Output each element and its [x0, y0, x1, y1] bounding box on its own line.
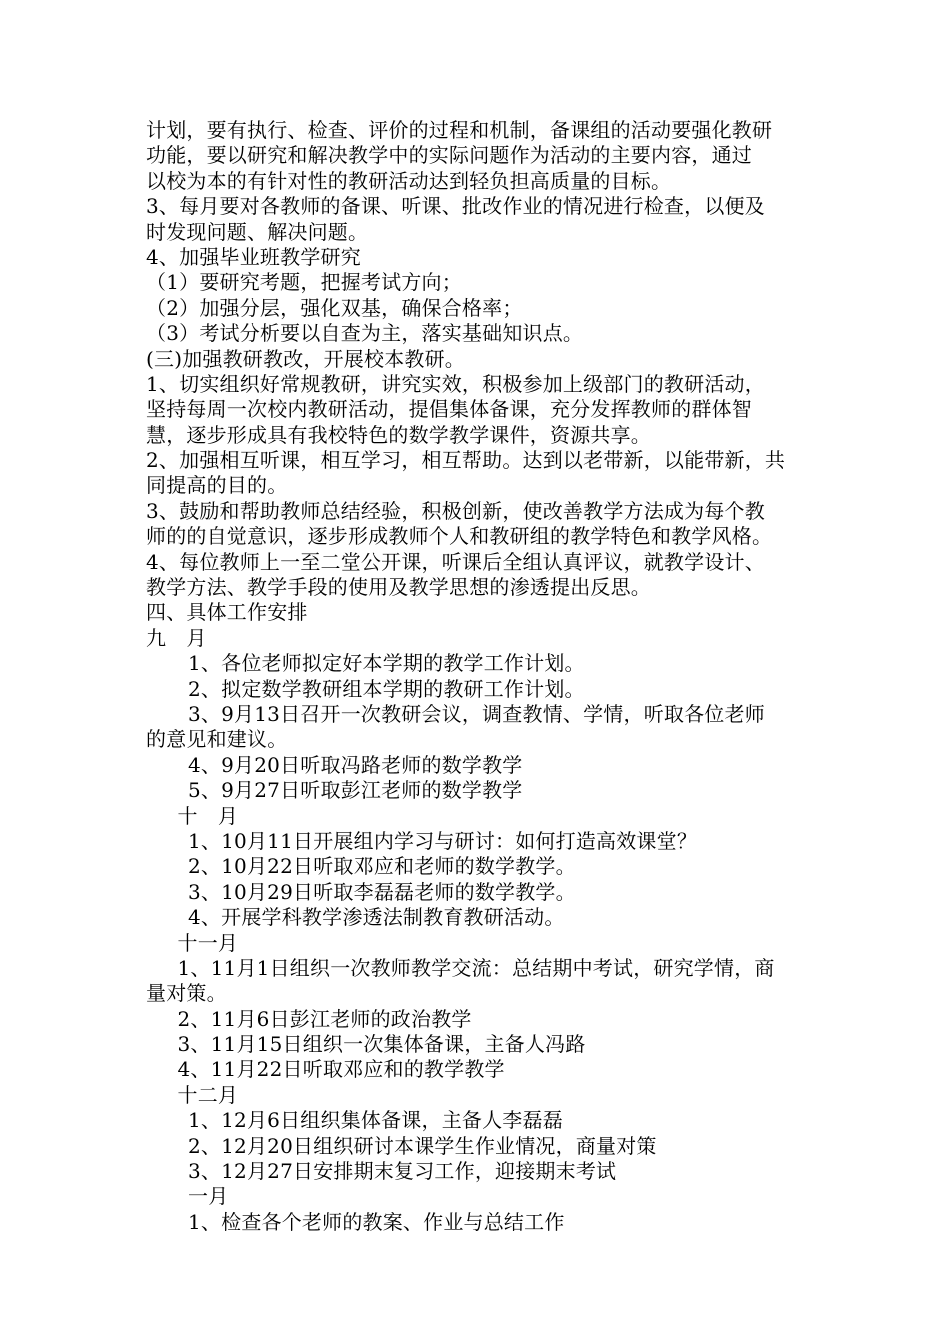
text-line: 4、加强毕业班教学研究: [146, 244, 361, 269]
text-line: 的意见和建议。: [146, 727, 288, 752]
text-line: 以校为本的有针对性的教研活动达到轻负担高质量的目标。: [146, 168, 672, 193]
text-line: 慧，逐步形成具有我校特色的数学教学课件，资源共享。: [146, 422, 651, 447]
text-line: 2、11月6日彭江老师的政治教学: [177, 1006, 472, 1031]
text-line: （3）考试分析要以自查为主，落实基础知识点。: [146, 321, 584, 346]
text-line: 计划，要有执行、检查、评价的过程和机制，备课组的活动要强化教研: [146, 118, 773, 142]
text-line: 十 月: [177, 803, 239, 828]
text-line: 2、12月20日组织研讨本课学生作业情况，商量对策: [188, 1133, 657, 1158]
document-page: [146, 118, 816, 1235]
text-line: 1、各位老师拟定好本学期的教学工作计划。: [188, 651, 585, 676]
text-line: 4、开展学科教学渗透法制教育教研活动。: [188, 905, 565, 930]
text-line: 功能，要以研究和解决教学中的实际问题作为活动的主要内容，通过: [146, 143, 752, 168]
text-line: 2、拟定数学教研组本学期的教研工作计划。: [188, 676, 585, 701]
text-line: 师的的自觉意识，逐步形成教师个人和教研组的教学特色和教学风格。: [146, 524, 773, 549]
text-line: 十一月: [177, 930, 239, 955]
text-line: 1、12月6日组织集体备课，主备人李磊磊: [188, 1108, 563, 1133]
text-line: 4、每位教师上一至二堂公开课，听课后全组认真评议，就教学设计、: [146, 549, 765, 574]
text-line: 3、11月15日组织一次集体备课，主备人冯路: [177, 1032, 586, 1057]
text-line: 2、10月22日听取邓应和老师的数学教学。: [188, 854, 576, 879]
text-line: 量对策。: [146, 981, 227, 1006]
text-line: 坚持每周一次校内教研活动，提倡集体备课，充分发挥教师的群体智: [146, 397, 752, 422]
text-line: 2、加强相互听课，相互学习，相互帮助。达到以老带新，以能带新，共: [146, 448, 786, 473]
text-line: 3、10月29日听取李磊磊老师的数学教学。: [188, 879, 576, 904]
text-line: 1、10月11日开展组内学习与研讨：如何打造高效课堂？: [188, 828, 698, 853]
text-line: 3、鼓励和帮助教师总结经验，积极创新，使改善教学方法成为每个教: [146, 498, 765, 523]
text-line: （1）要研究考题，把握考试方向；: [146, 270, 462, 295]
text-line: 4、11月22日听取邓应和的教学教学: [177, 1057, 505, 1082]
text-line: 4、9月20日听取冯路老师的数学教学: [188, 752, 523, 777]
text-line: (三)加强教研教改，开展校本教研。: [146, 346, 466, 371]
text-line: 3、每月要对各教师的备课、听课、批改作业的情况进行检查，以便及: [146, 194, 765, 219]
text-line: 一月: [188, 1184, 229, 1209]
text-line: 1、切实组织好常规教研，讲究实效，积极参加上级部门的教研活动，: [146, 371, 765, 396]
text-line: 九 月: [146, 625, 207, 650]
text-line: （2）加强分层，强化双基，确保合格率；: [146, 295, 523, 320]
text-line: 教学方法、教学手段的使用及教学思想的渗透提出反思。: [146, 575, 651, 600]
text-line: 1、检查各个老师的教案、作业与总结工作: [188, 1209, 565, 1234]
text-line: 同提高的目的。: [146, 473, 288, 498]
text-line: 时发现问题、解决问题。: [146, 219, 369, 244]
text-line: 3、9月13日召开一次教研会议，调查教情、学情，听取各位老师: [188, 701, 765, 726]
text-line: 四、具体工作安排: [146, 600, 308, 625]
text-line: 十二月: [177, 1082, 239, 1107]
text-line: 5、9月27日听取彭江老师的数学教学: [188, 778, 523, 803]
text-line: 1、11月1日组织一次教师教学交流：总结期中考试，研究学情，商: [177, 955, 775, 980]
text-line: 3、12月27日安排期末复习工作，迎接期末考试: [188, 1159, 617, 1184]
